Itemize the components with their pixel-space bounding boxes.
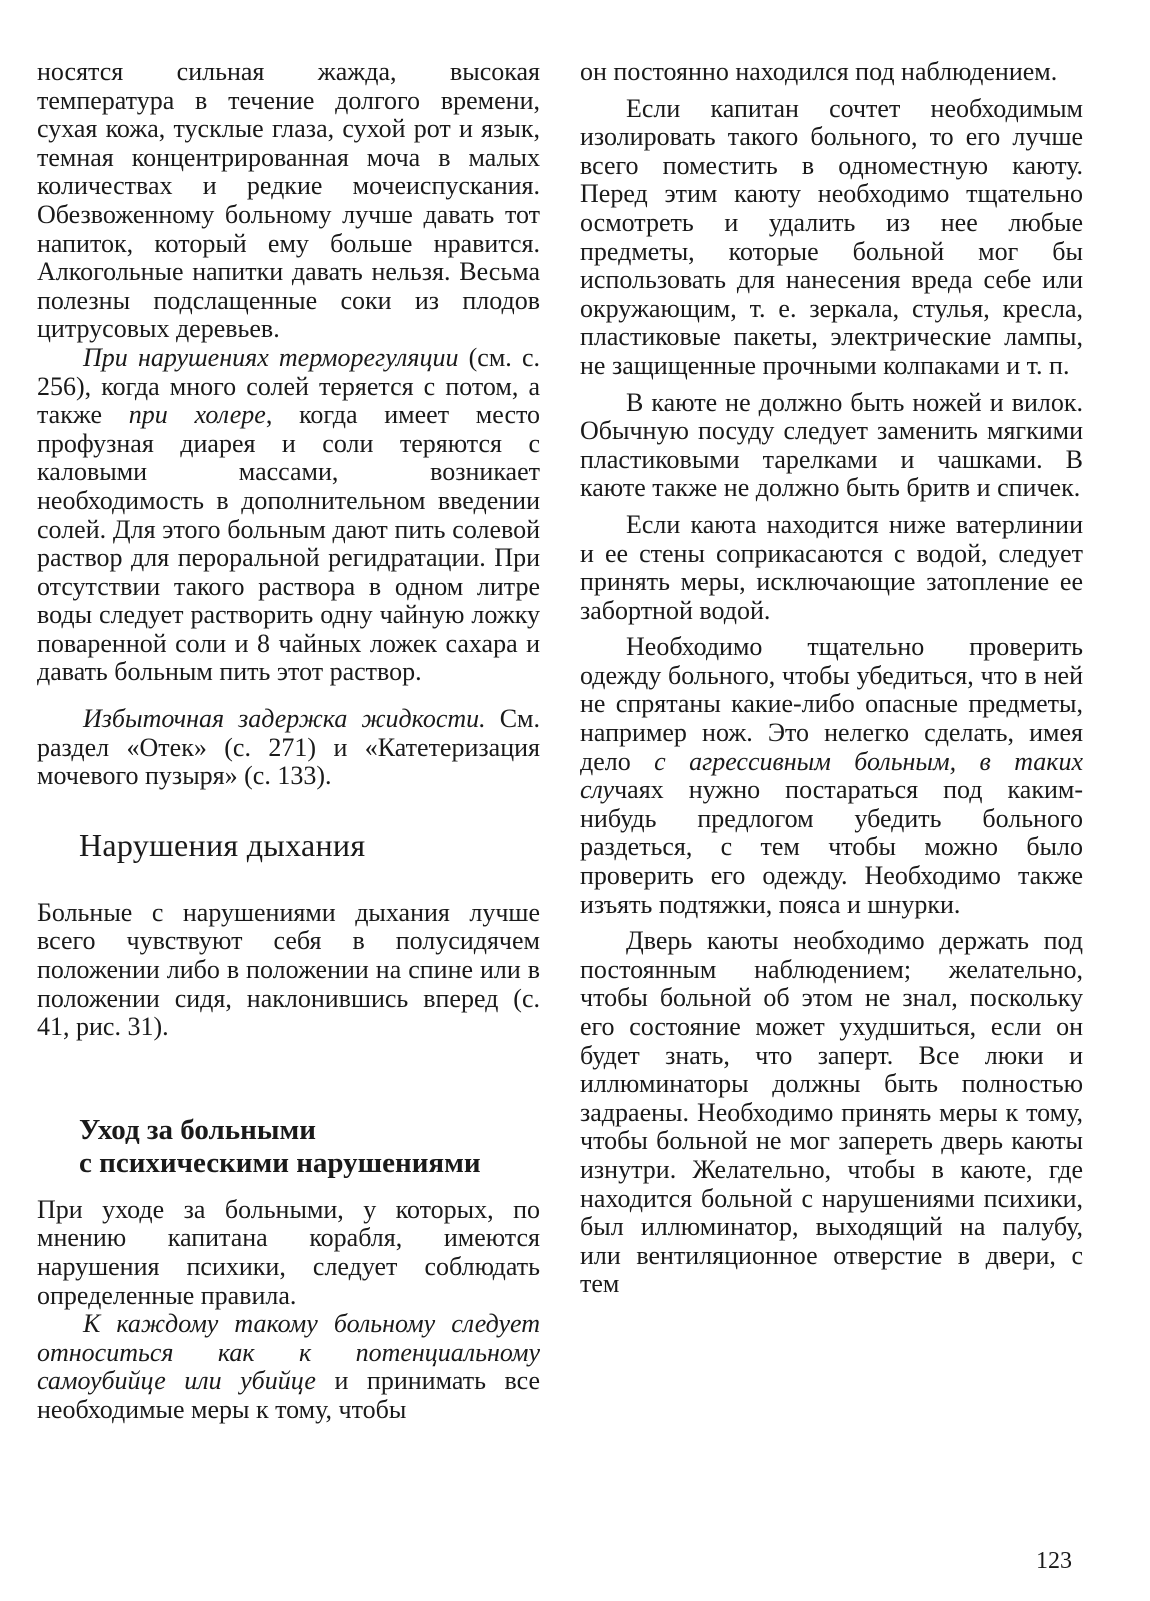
text-span: Необходимо тщательно проверить одежду больного, чтобы убедиться, что в ней не спрятаны какие-либо опасные предметы, например нож. Это нелегко сделать, имея дело: [580, 632, 1083, 776]
emphasis-cholera: при холере: [128, 400, 266, 430]
paragraph-cutlery: В каюте не должно быть ножей и вилок. Обычную посуду следует заменить мягкими пластиковыми тарелками и чашками. В каюте также не должно быть бритв и спичек.: [580, 387, 1083, 503]
paragraph-mental-intro: При уходе за больными, у которых, по мнению капитана корабля, имеются нарушения психики, следует соблюдать определенные правила.: [37, 1194, 540, 1310]
left-column: [37, 58, 540, 1425]
text-span: и принимать все необходимые меры к тому, чтобы: [37, 1366, 540, 1424]
paragraph-suicide-risk: [37, 1310, 540, 1424]
section-heading-mental-care: [79, 1114, 540, 1180]
emphasis-fluid-retention: Избыточная задержка жидкости.: [83, 704, 486, 734]
text-span: чаях нужно постараться под каким-нибудь предлогом убедить больного раздеться, с тем чтобы можно было проверить его одежду. Необходимо также изъять подтяжки, пояса и шнурки.: [580, 775, 1083, 919]
text-span: , когда имеет место профузная диарея и соли теряются с каловыми массами, возникает необходимость в дополнительном введении солей. Для этого больным дают пить солевой раствор для пероральной регидратации. При отсутствии такого раствора в одном литре воды следует растворить одну чайную ложку поваренной соли и 8 чайных ложек сахара и давать больным пить этот раствор.: [37, 400, 541, 687]
emphasis-suicide-risk: К каждому такому больному следует относиться как к потенциальному самоубийце или убийце: [37, 1309, 540, 1396]
paragraph-fluid-retention: [37, 705, 540, 791]
heading-line-2: с психическими нарушениями: [79, 1146, 481, 1179]
paragraph-waterline: Если каюта находится ниже ватерлинии и ее стены соприкасаются с водой, следует принять меры, исключающие затопление ее забортной водой.: [580, 509, 1083, 625]
text-span: (см. с. 256), когда много солей теряется с потом, а также: [37, 342, 540, 430]
text-span: См. раздел «Отек» (с. 271) и «Катетеризация мочевого пузыря» (с. 133).: [37, 704, 540, 791]
paragraph-clothing-check: [580, 633, 1083, 919]
page-number: 123: [1036, 1548, 1072, 1574]
emphasis-thermoregulation: При нарушениях терморегуляции: [83, 342, 459, 372]
paragraph-door-watch: Дверь каюты необходимо держать под постоянным наблюдением; желательно, чтобы больной об этом не знал, поскольку его состояние может ухудшиться, если он будет знать, что заперт. Все люки и иллюминаторы должны быть полностью задраены. Необходимо принять меры к тому, чтобы больной не мог запереть дверь каюты изнутри. Желательно, чтобы в каюте, где находится больной с нарушениями психики, был иллюминатор, выходящий на палубу, или вентиляционное отверстие в двери, с тем: [580, 926, 1083, 1299]
emphasis-aggressive: с агрессивным больным, в таких слу: [580, 746, 1083, 805]
paragraph-thermoregulation: [37, 344, 540, 687]
section-heading-breathing: Нарушения дыхания: [79, 826, 366, 863]
heading-line-1: Уход за больными: [79, 1113, 316, 1146]
paragraph-dehydration: носятся сильная жажда, высокая температура в течение долгого времени, сухая кожа, тусклые глаза, сухой рот и язык, темная концентрированная моча в малых количествах и редкие мочеиспускания. Обезвоженному больному лучше давать тот напиток, который ему больше нравится. Алкогольные напитки давать нельзя. Весьма полезны подслащенные соки из плодов цитрусовых деревьев.: [37, 57, 540, 344]
right-column: [580, 58, 1083, 1299]
paragraph-observation: он постоянно находился под наблюдением.: [580, 57, 1058, 86]
paragraph-breathing: Больные с нарушениями дыхания лучше всего чувствуют себя в полусидячем положении либо в положении на спине или в положении сидя, наклонившись вперед (с. 41, рис. 31).: [37, 897, 540, 1042]
paragraph-isolation: Если капитан сочтет необходимым изолировать такого больного, то его лучше всего поместить в одноместную каюту. Перед этим каюту необходимо тщательно осмотреть и удалить из нее любые предметы, которые больной мог бы использовать для нанесения вреда себе или окружающим, т. е. зеркала, стулья, кресла, пластиковые пакеты, электрические лампы, не защищенные прочными колпаками и т. п.: [580, 93, 1083, 380]
